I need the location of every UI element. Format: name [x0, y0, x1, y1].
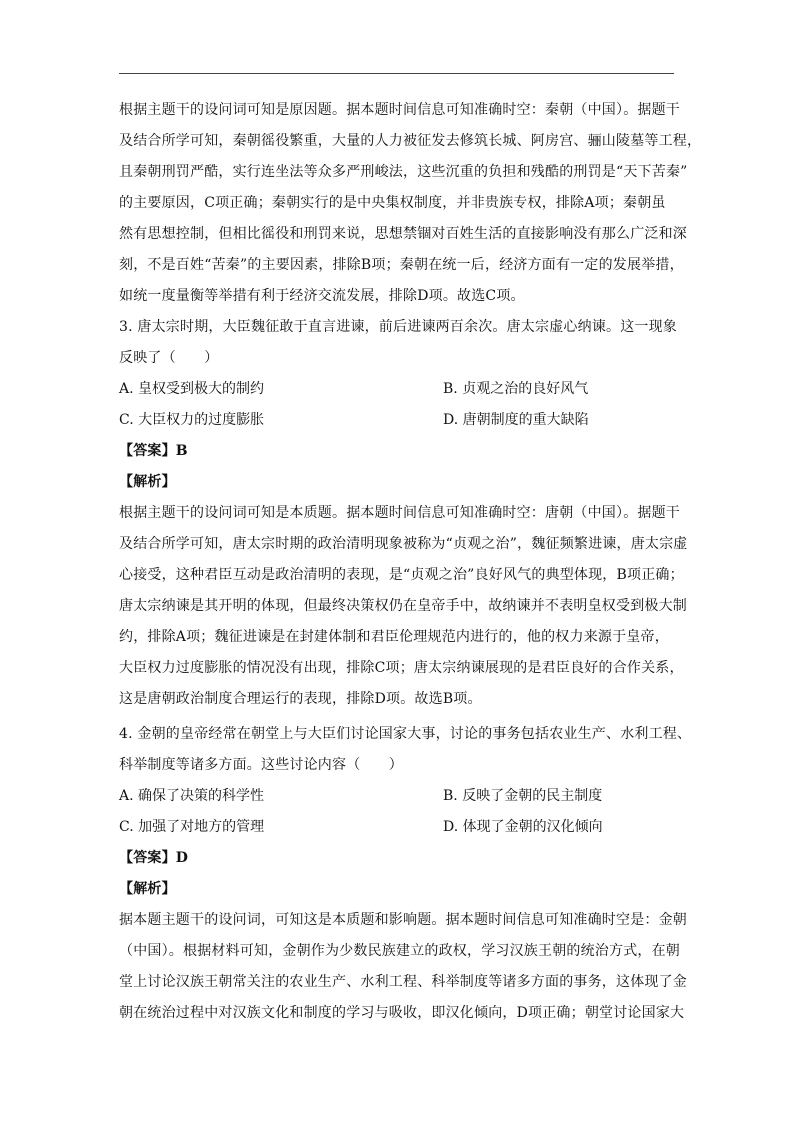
text-line: 约，排除A项；魏征进谏是在封建体制和君臣伦理规范内进行的，他的权力来源于皇帝， [119, 629, 669, 645]
q4-answer: 【答案】D [119, 850, 189, 866]
text-line: 然有思想控制，但相比徭役和刑罚来说，思想禁锢对百姓生活的直接影响没有那么广泛和深 [119, 226, 687, 242]
text-line: 朝在统治过程中对汉族文化和制度的学习与吸收，即汉化倾向，D项正确；朝堂讨论国家大 [119, 1005, 685, 1021]
q4-analysis-label: 【解析】 [119, 881, 176, 897]
text-line: 且秦朝刑罚严酷，实行连坐法等众多严刑峻法，这些沉重的负担和残酷的刑罚是“天下苦秦” [119, 164, 688, 180]
text-line: 堂上讨论汉族王朝常关注的农业生产、水利工程、科举制度等诸多方面的事务，这体现了金 [119, 974, 687, 990]
text-line: 及结合所学可知，唐太宗时期的政治清明现象被称为“贞观之治”，魏征频繁进谏，唐太宗虚 [119, 536, 688, 552]
q4-option-c: C. 加强了对地方的管理 [119, 819, 265, 835]
text-line: 根据主题干的设问词可知是原因题。据本题时间信息可知准确时空：秦朝（中国）。据题干 [119, 102, 680, 118]
question-4-stem: 4. 金朝的皇帝经常在朝堂上与大臣们讨论国家大事，讨论的事务包括农业生产、水利工程、 [119, 726, 692, 742]
q4-option-a: A. 确保了决策的科学性 [119, 788, 265, 804]
q3-analysis-label: 【解析】 [119, 474, 176, 490]
q3-option-d: D. 唐朝制度的重大缺陷 [443, 412, 589, 428]
text-line: 及结合所学可知，秦朝徭役繁重，大量的人力被征发去修筑长城、阿房宫、骊山陵墓等工程， [119, 133, 702, 149]
text-line: 据本题主题干的设问词，可知这是本质题和影响题。据本题时间信息可知准确时空是：金朝 [119, 912, 687, 928]
q3-option-c: C. 大臣权力的过度膨胀 [119, 412, 265, 428]
question-4-stem: 科举制度等诸多方面。这些讨论内容（ ） [119, 757, 403, 773]
q4-option-b: B. 反映了金朝的民主制度 [443, 788, 603, 804]
text-line: 心接受，这种君臣互动是政治清明的表现，是“贞观之治”良好风气的典型体现，B项正确； [119, 567, 684, 583]
text-line: 根据主题干的设问词可知是本质题。据本题时间信息可知准确时空：唐朝（中国）。据题干 [119, 505, 680, 521]
q4-option-d: D. 体现了金朝的汉化倾向 [443, 819, 603, 835]
text-line: 如统一度量衡等举措有利于经济交流发展，排除D项。故选C项。 [119, 288, 525, 304]
text-line: 刻，不是百姓“苦秦”的主要因素，排除B项；秦朝在统一后，经济方面有一定的发展举措， [119, 257, 684, 273]
question-3-stem: 3. 唐太宗时期，大臣魏征敢于直言进谏，前后进谏两百余次。唐太宗虚心纳谏。这一现象 [119, 319, 678, 335]
text-line: 大臣权力过度膨胀的情况没有出现，排除C项；唐太宗纳谏展现的是君臣良好的合作关系， [119, 660, 684, 676]
question-3-stem: 反映了（ ） [119, 350, 219, 366]
text-line: 这是唐朝政治制度合理运行的表现，排除D项。故选B项。 [119, 691, 482, 707]
q3-option-a: A. 皇权受到极大的制约 [119, 381, 265, 397]
text-line: 的主要原因，C项正确；秦朝实行的是中央集权制度，并非贵族专权，排除A项；秦朝虽 [119, 195, 666, 211]
q3-option-b: B. 贞观之治的良好风气 [443, 381, 589, 397]
text-line: （中国）。根据材料可知，金朝作为少数民族建立的政权，学习汉族王朝的统治方式，在朝 [119, 943, 680, 959]
q3-answer: 【答案】B [119, 443, 188, 459]
text-line: 唐太宗纳谏是其开明的体现，但最终决策权仍在皇帝手中，故纳谏并不表明皇权受到极大制 [119, 598, 687, 614]
header-rule [119, 73, 674, 74]
